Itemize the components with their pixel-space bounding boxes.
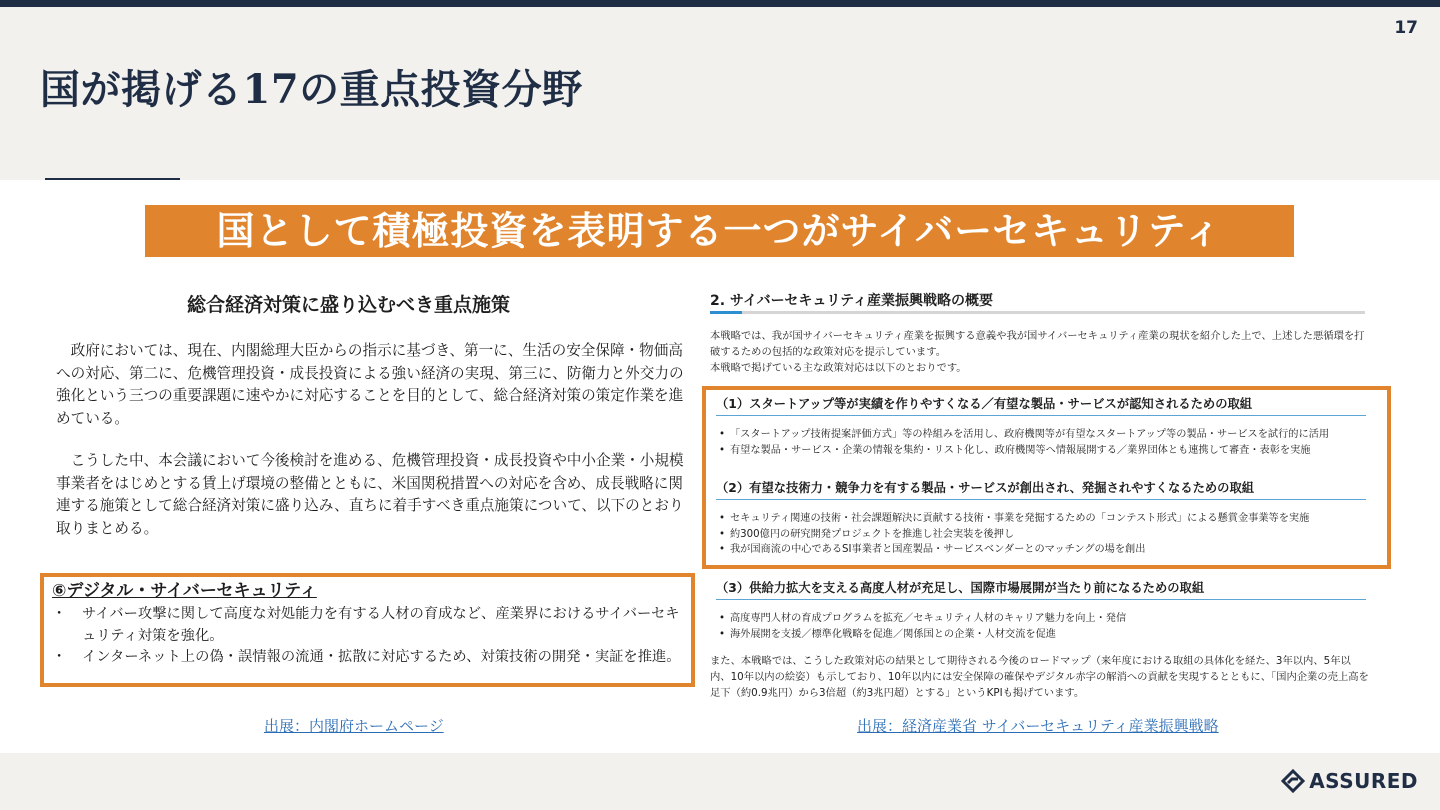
page-number: 17 (1394, 18, 1418, 38)
source-link-meti[interactable]: 出展：経済産業省 サイバーセキュリティ産業振興戦略 (857, 717, 1219, 735)
top-accent-bar (0, 0, 1440, 7)
intro-line: 本戦略では、我が国サイバーセキュリティ産業を振興する意義や我が国サイバーセキュリティ産業の現状を紹介した上で、上述した悪循環を打破するための包括的な政策対応を提示しています。 (710, 330, 1365, 358)
assured-logo-mark-icon (1280, 768, 1306, 794)
list-item: • 高度専門人材の育成プログラムを拡充／セキュリティ人材のキャリア魅力を向上・発信 (718, 611, 1368, 627)
measure-heading-1: （1）スタートアップ等が実績を作りやすくなる／有望な製品・サービスが認知されるための取組 (716, 394, 1366, 416)
heading-rule (710, 311, 1365, 314)
list-item: • セキュリティ関連の技術・社会課題解決に貢献する技術・事業を発掘するための「コンテスト形式」による懸賞金事業等を実施 (718, 511, 1368, 527)
measure-list-1 (718, 427, 1368, 458)
list-item: • 有望な製品・サービス・企業の情報を集約・リスト化し、政府機関等へ情報展開する／業界団体とも連携して審査・表彰を実施 (718, 443, 1368, 459)
highlight-banner: 国として積極投資を表明する一つがサイバーセキュリティ (145, 205, 1294, 257)
list-item: • 我が国商流の中心であるSI事業者と国産製品・サービスベンダーとのマッチングの場を創出 (718, 542, 1368, 558)
source-link-cabinet-office[interactable]: 出展：内閣府ホームページ (264, 717, 444, 735)
measure-list-2 (718, 511, 1368, 558)
left-paragraph: こうした中、本会議において今後検討を進める、危機管理投資・成長投資や中小企業・小規模事業者をはじめとする賃上げ環境の整備とともに、米国関税措置への対応を含め、成長戦略に関連する施策として総合経済対策に盛り込み、直ちに着手すべき重点施策について、以下のとおり取りまとめる。 (56, 452, 684, 537)
list-item: ・ インターネット上の偽・誤情報の流通・拡散に対応するため、対策技術の開発・実証を推進。 (52, 647, 683, 669)
list-item: • 約300億円の研究開発プロジェクトを推進し社会実装を後押し (718, 527, 1368, 543)
list-item: • 「スタートアップ技術提案評価方式」等の枠組みを活用し、政府機関等が有望なスタートアップ等の製品・サービスを試行的に活用 (718, 427, 1368, 443)
digital-cybersecurity-list (52, 604, 683, 669)
left-heading: 総合経済対策に盛り込むべき重点施策 (187, 294, 511, 316)
digital-cybersecurity-title: ⑥デジタル・サイバーセキュリティ (52, 581, 317, 601)
company-logo (1280, 768, 1418, 794)
slide-content (0, 180, 1440, 753)
list-item: • 海外展開を支援／標準化戦略を促進／関係国との企業・人材交流を促進 (718, 627, 1368, 643)
left-paragraph: 政府においては、現在、内閣総理大臣からの指示に基づき、第一に、生活の安全保障・物価高への対応、第二に、危機管理投資・成長投資による強い経済の実現、第三に、防衛力と外交力の強化という三つの重要課題に速やかに対応することを目的として、総合経済対策の策定作業を進めている。 (56, 342, 684, 427)
strategy-closing: また、本戦略では、こうした政策対応の結果として期待される今後のロードマップ（来年度における取組の具体化を経た、3年以内、5年以内、10年以内の絵姿）も示しており、10年以内には安全保障の確保やデジタル赤字の解消への貢献を実現するとともに、「国内企業の売上高を足下（約0.9兆円）から3倍超（約3兆円超）とする」というKPIも掲げています。 (710, 655, 1369, 699)
strategy-heading: 2. サイバーセキュリティ産業振興戦略の概要 (710, 293, 993, 309)
measure-heading-3: （3）供給力拡大を支える高度人材が充足し、国際市場展開が当たり前になるための取組 (716, 578, 1366, 600)
digital-cybersecurity-box (40, 573, 695, 687)
measure-list-3 (718, 611, 1368, 642)
page-title: 国が掲げる17の重点投資分野 (40, 66, 583, 113)
intro-line: 本戦略で掲げている主な政策対応は以下のとおりです。 (710, 362, 967, 374)
logo-text: ASSURED (1309, 769, 1418, 793)
list-item: ・ サイバー攻撃に関して高度な対処能力を有する人材の育成など、産業界におけるサイバーセキュリティ対策を強化。 (52, 604, 683, 647)
strategy-intro (710, 328, 1370, 376)
measure-heading-2: （2）有望な技術力・競争力を有する製品・サービスが創出され、発掘されやすくなるための取組 (716, 478, 1366, 500)
